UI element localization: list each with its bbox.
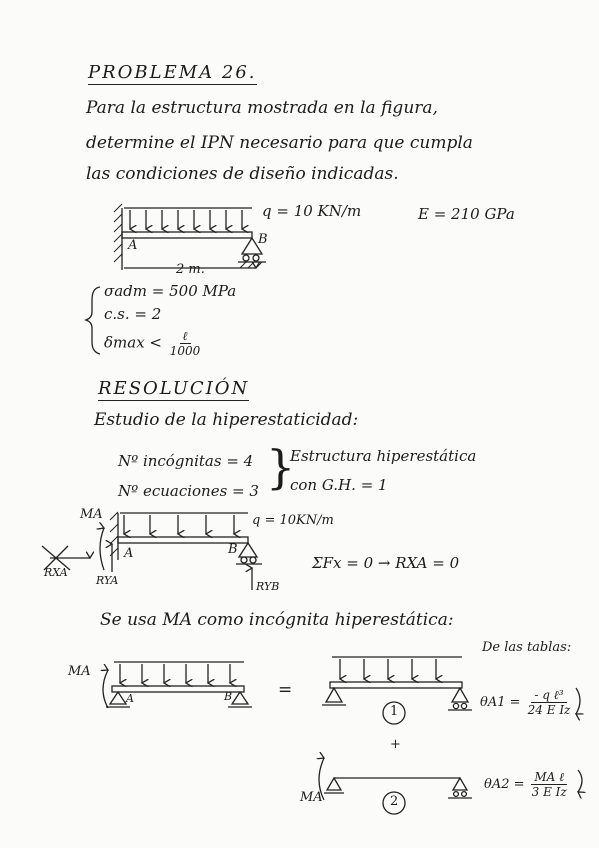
cond-delta-fraction: $\frac{\text{ℓ}}{1000}$	[169, 329, 201, 358]
structure-type: Estructura hiperestática	[290, 447, 477, 465]
fig1-label-a: A	[128, 238, 138, 253]
cond-cs: c.s. = 2	[104, 305, 162, 323]
fig2-label-a: A	[124, 546, 134, 561]
resolution-subheading: Estudio de la hiperestaticidad:	[94, 410, 359, 430]
superposition-intro: Se usa MA como incógnita hiperestática:	[100, 610, 454, 630]
fig2-rya-label: RYA	[96, 574, 119, 587]
figure1-beam	[114, 204, 266, 270]
plus-sign: +	[390, 737, 401, 752]
problem-title: PROBLEMA 26.	[88, 62, 257, 83]
super-label-a: A	[126, 692, 134, 705]
fig2-ryb-label: RYB	[256, 580, 280, 593]
fig1-modulus-label: E = 210 GPa	[418, 205, 515, 223]
super-label-b: B	[224, 690, 233, 703]
equations-count: Nº ecuaciones = 3	[118, 482, 259, 500]
equals-sign: =	[278, 680, 293, 700]
super-moment-label: MA	[68, 664, 91, 679]
fig2-moment-label: MA	[80, 507, 103, 522]
fig1-load-label: q = 10 KN/m	[262, 202, 362, 220]
fig2-label-b: B	[228, 542, 238, 557]
tables-note: De las tablas:	[482, 640, 572, 655]
unknowns-count: Nº incógnitas = 4	[118, 452, 254, 470]
case2-number: 2	[390, 794, 399, 809]
theta1-fraction: $\frac{\text{- q ℓ³}}{\text{24 E Iz}}$	[527, 688, 571, 717]
cond-delta: δmax < $\frac{\text{ℓ}}{1000}$	[104, 329, 203, 358]
cond-sigma: σadm = 500 MPa	[104, 282, 237, 300]
brace-right: }	[266, 440, 296, 494]
case2-moment-label: MA	[300, 790, 323, 805]
statement-line-1: Para la estructura mostrada en la figura,	[86, 98, 438, 118]
fig2-equilibrium-eq: ΣFx = 0 → RXA = 0	[312, 554, 460, 572]
fig1-label-b: B	[258, 232, 268, 247]
fig2-load-label: q = 10KN/m	[252, 513, 334, 528]
resolution-heading: RESOLUCIÓN	[98, 378, 250, 399]
fig1-span-label: 2 m.	[176, 262, 205, 277]
statement-line-2: determine el IPN necesario para que cumpla	[86, 133, 473, 153]
case1-number: 1	[390, 704, 399, 719]
theta1-formula: θA1 = $\frac{\text{- q ℓ³}}{\text{24 E Iz}}$	[480, 688, 573, 717]
statement-line-3: las condiciones de diseño indicadas.	[86, 164, 399, 184]
hyperstatic-degree: con G.H. = 1	[290, 476, 388, 494]
theta2-fraction: $\frac{\text{MA ℓ}}{\text{3 E Iz}}$	[531, 770, 567, 799]
theta2-formula: θA2 = $\frac{\text{MA ℓ}}{\text{3 E Iz}}$	[484, 770, 570, 799]
fig2-rxa-label: RXA	[44, 566, 68, 579]
